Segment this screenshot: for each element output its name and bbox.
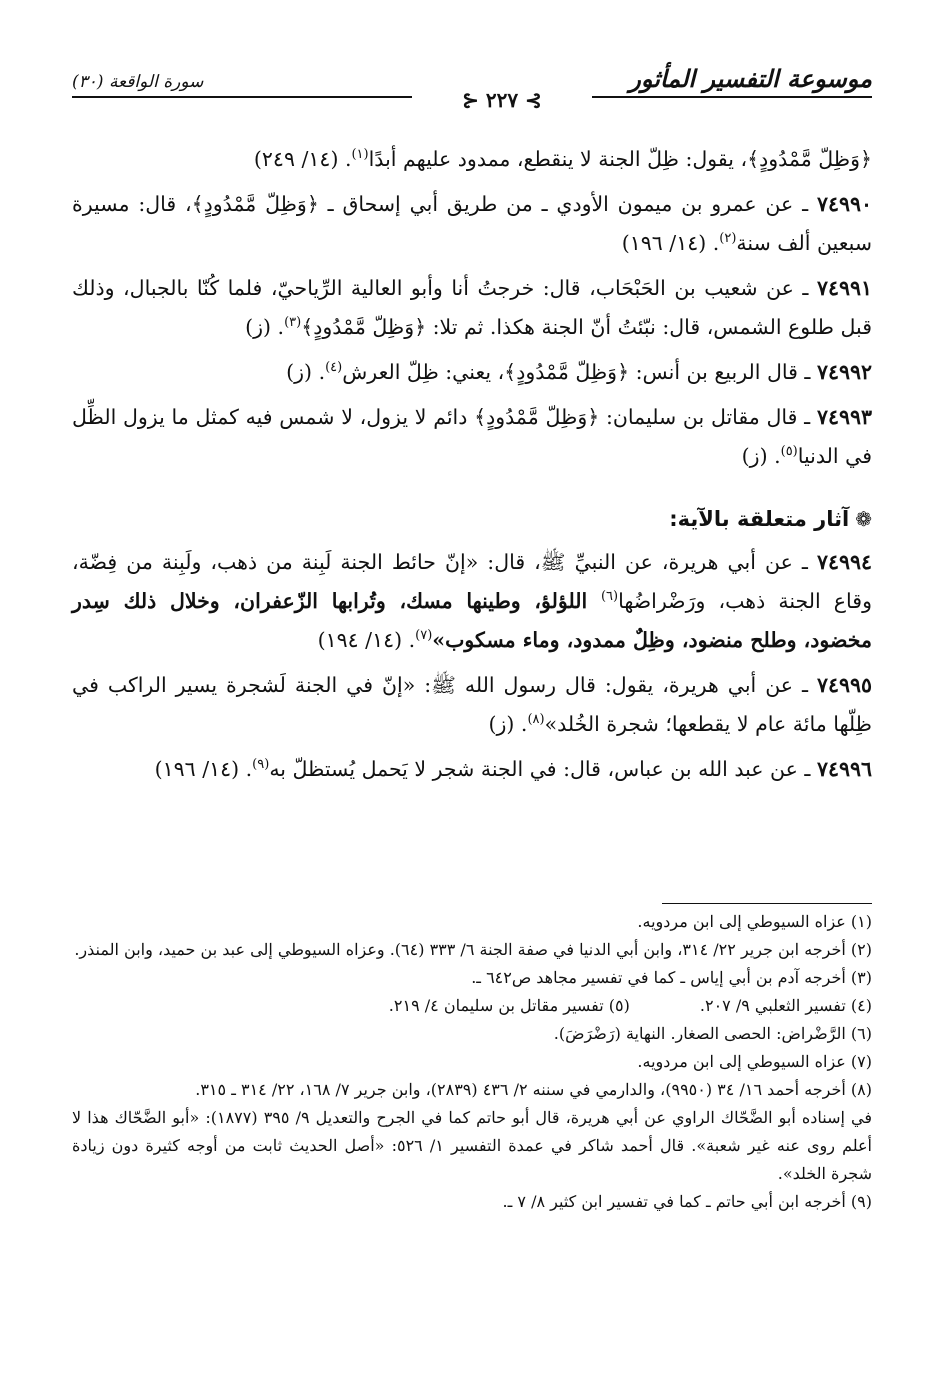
footnote-ref: (١): [351, 147, 369, 163]
paragraph-text: ـ عن شعيب بن الحَبْحَاب، قال: خرجتُ أنا وأبو العالية الرِّياحيّ، فلما كُنّا بالجبال، وذلك قبل طلوع الشمس، قال: نبّئتُ أنّ الجنة هكذا. ثم تلا: ﴿وَظِلّ مَّمْدُودٍ﴾: [72, 276, 872, 339]
paragraph-text: ـ عن أبي هريرة، يقول: قال رسول الله ﷺ: «إنّ في الجنة لَشجرة يسير الراكب في ظِلّها مائة عام لا يقطعها؛ شجرة الخُلد»: [72, 673, 872, 736]
footnote: (٥) تفسير مقاتل بن سليمان ٤/ ٢١٩.: [388, 996, 630, 1015]
section-title-text: آثار متعلقة بالآية:: [669, 507, 850, 531]
footnote: (٣) أخرجه آدم بن أبي إياس ـ كما في تفسير مجاهد ص٦٤٢ ـ.: [471, 968, 872, 987]
paragraph-tail: . (١٤/ ١٩٦): [621, 231, 720, 255]
paragraph-text: ﴿وَظِلّ مَّمْدُودٍ﴾، يقول: ظِلّ الجنة لا ينقطع، ممدود عليهم أبدًا: [368, 147, 872, 171]
footnotes: [72, 908, 872, 1216]
paragraph: [72, 398, 872, 476]
ornament-right-icon: ⊰: [462, 88, 486, 112]
paragraph: [72, 269, 872, 347]
footnote-ref: (٥): [780, 444, 798, 460]
footnote-ref: (٦): [600, 589, 619, 605]
footnote-continuation: في إسناده أبو الضَّحّاك الراوي عن أبي هريرة، قال أبو حاتم كما في الجرح والتعديل ٩/ ٣٩٥ (١٨٧٧): «أبو الضَّحّاك هذا لا أعلم روى عنه غير شعبة». قال أحمد شاكر في عمدة التفسير ١/ ٥٢٦: «أصل الحديث ثابت من أوجه كثيرة دون زيادة شجرة الخلد».: [72, 1108, 873, 1183]
paragraph-tail: . (ز): [488, 712, 528, 736]
footnote-ref: (٤): [325, 360, 343, 376]
page-number: [412, 88, 592, 112]
paragraph: [72, 185, 872, 263]
footnote-ref: (٢): [719, 231, 737, 247]
paragraph: [72, 666, 872, 744]
footnote-separator: [662, 903, 872, 904]
hadith-number: ٧٤٩٩٥: [816, 673, 872, 697]
flower-ornament-icon: ❁: [855, 507, 872, 531]
footnote: (١) عزاه السيوطي إلى ابن مردويه.: [637, 912, 872, 931]
paragraph-text: ـ عن عبد الله بن عباس، قال: في الجنة شجر لا يَحمل يُستظلّ به: [269, 757, 817, 781]
paragraph-text: ـ عن عمرو بن ميمون الأودي ـ من طريق أبي إسحاق ـ ﴿وَظِلّ مَّمْدُودٍ﴾، قال: مسيرة سبعين ألف سنة: [72, 192, 872, 255]
hadith-number: ٧٤٩٩٠: [816, 192, 872, 216]
footnote: (٩) أخرجه ابن أبي حاتم ـ كما في تفسير ابن كثير ٨/ ٧ ـ.: [502, 1192, 872, 1211]
surah-label: سورة الواقعة (٣٠): [72, 72, 204, 92]
footnote: (٨) أخرجه أحمد ١٦/ ٣٤ (٩٩٥٠)، والدارمي في سننه ٢/ ٤٣٦ (٢٨٣٩)، وابن جرير ٧/ ١٦٨، ٢٢/ ٣١٤ ـ ٣١٥.: [195, 1080, 872, 1099]
hadith-number: ٧٤٩٩١: [816, 276, 872, 300]
main-text: [72, 140, 872, 795]
footnote: (٤) تفسير الثعلبي ٩/ ٢٠٧.: [699, 996, 872, 1015]
paragraph: [72, 543, 872, 660]
footnote-row: [72, 992, 872, 1020]
hadith-number: ٧٤٩٩٣: [816, 405, 872, 429]
page-number-text: ٢٢٧: [485, 88, 519, 112]
paragraph-text: ـ عن أبي هريرة، عن النبيِّ ﷺ، قال: «إنّ حائط الجنة لَبِنة من ذهب، ولَبِنة من فِضّة، وقاع الجنة ذهب، ورَضْراضُها: [72, 550, 872, 613]
footnote: (٢) أخرجه ابن جرير ٢٢/ ٣١٤، وابن أبي الدنيا في صفة الجنة ٦/ ٣٣٣ (٦٤). وعزاه السيوطي إلى عبد بن حميد، وابن المنذر.: [74, 940, 872, 959]
paragraph: [72, 750, 872, 789]
paragraph-tail: . (١٤/ ١٩٦): [154, 757, 253, 781]
paragraph-text: ـ قال الربيع بن أنس: ﴿وَظِلّ مَّمْدُودٍ﴾، يعني: ظِلّ العرش: [342, 360, 817, 384]
paragraph-tail: . (ز): [741, 444, 781, 468]
section-heading: [72, 500, 872, 539]
paragraph-tail: . (١٤/ ٢٤٩): [253, 147, 352, 171]
hadith-number: ٧٤٩٩٦: [816, 757, 872, 781]
page-header: [72, 58, 872, 128]
paragraph: [72, 140, 872, 179]
paragraph: [72, 353, 872, 392]
footnote-ref: (٩): [252, 757, 270, 773]
hadith-number: ٧٤٩٩٢: [816, 360, 872, 384]
hadith-number: ٧٤٩٩٤: [816, 550, 872, 574]
paragraph-tail: . (ز): [286, 360, 326, 384]
footnote-ref: (٣): [284, 315, 302, 331]
paragraph-tail: . (ز): [245, 315, 285, 339]
paragraph-text-continued: اللؤلؤ، وطينها مسك، وتُرابها الزّعفران، وخلال ذلك سِدر مخضود، وطلح منضود، وظِلٌ ممدود، وماء مسكوب»: [72, 589, 872, 652]
footnote: (٧) عزاه السيوطي إلى ابن مردويه.: [637, 1052, 872, 1071]
footnote-ref: (٧): [415, 628, 433, 644]
footnote: (٦) الرَّضْراض: الحصى الصغار. النهاية (رَضْرَضَ).: [553, 1024, 872, 1043]
book-title: موسوعة التفسير المأثور: [629, 64, 872, 93]
paragraph-tail: . (١٤/ ١٩٤): [317, 628, 416, 652]
paragraph-text: ـ قال مقاتل بن سليمان: ﴿وَظِلّ مَّمْدُودٍ﴾ دائم لا يزول، لا شمس فيه كمثل ما يزول الظِّل في الدنيا: [72, 405, 872, 468]
ornament-left-icon: ⊱: [518, 88, 542, 112]
footnote-ref: (٨): [527, 712, 545, 728]
